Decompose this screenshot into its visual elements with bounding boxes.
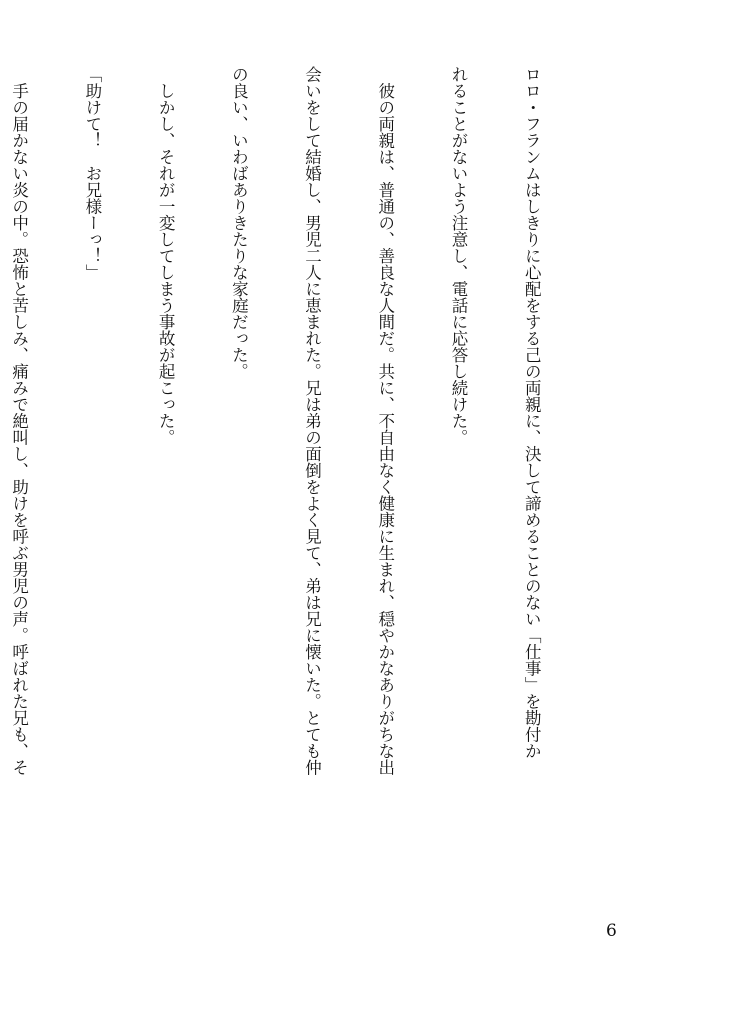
text-line-3: 彼の両親は、普通の、善良な人間だ。共に、不自由なく健康に生まれ、穏やかなありがちな出 — [375, 66, 395, 776]
text-line-8: 手の届かない炎の中。恐怖と苦しみ、痛みで絶叫し、助けを呼ぶ男児の声。呼ばれた兄も、そ — [9, 66, 29, 776]
vertical-text-body — [9, 66, 592, 904]
page-number: 6 — [606, 921, 617, 941]
text-line-5: の良い、いわばありきたりな家庭だった。 — [229, 66, 249, 380]
text-line-1: ロロ・フランムはしきりに心配をする己の両親に、決して諦めることのない「仕事」を勘付か — [522, 66, 542, 759]
text-line-7: 「助けて！ お兄様ーっ！」 — [82, 66, 102, 281]
text-line-4: 会いをして結婚し、男児二人に恵まれた。兄は弟の面倒をよく見て、弟は兄に懐いた。とても仲 — [302, 66, 322, 776]
text-line-6: しかし、それが一変してしまう事故が起こった。 — [156, 66, 176, 446]
text-line-2: れることがないよう注意し、電話に応答し続けた。 — [448, 66, 468, 446]
